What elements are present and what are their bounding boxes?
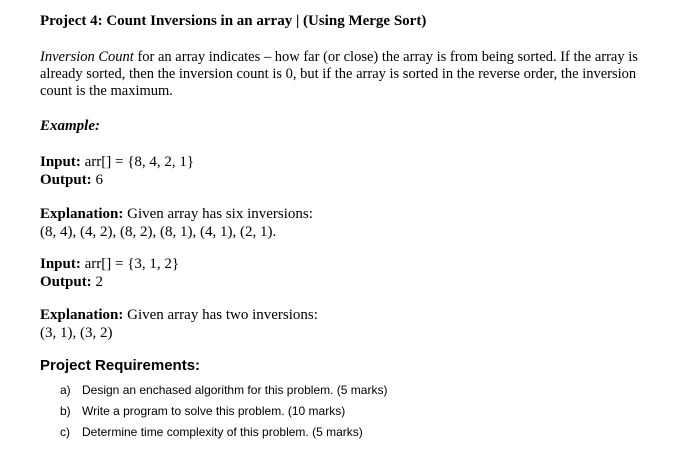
requirement-text: Design an enchased algorithm for this problem. (5 marks) [82, 383, 388, 397]
requirement-item [60, 380, 387, 401]
requirements-list [60, 380, 387, 443]
example-1-explanation [40, 205, 313, 241]
project-title: Project 4: Count Inversions in an array | (Using Merge Sort) [40, 13, 427, 29]
inversion-pairs: (3, 1), (3, 2) [40, 325, 113, 341]
input-value: arr[] = {8, 4, 2, 1} [80, 154, 195, 170]
example-1-input [40, 153, 194, 171]
output-value: 2 [91, 274, 103, 290]
intro-term: Inversion Count [40, 49, 134, 65]
example-heading: Example: [40, 118, 100, 134]
requirement-text: Determine time complexity of this problem. (5 marks) [82, 425, 363, 439]
input-value: arr[] = {3, 1, 2} [80, 256, 180, 272]
explanation-text: Given array has six inversions: [123, 206, 313, 222]
example-2-input [40, 255, 179, 273]
requirement-marker: c) [60, 425, 70, 439]
intro-text: for an array indicates – how far (or close) the array is from being sorted. If the array is already sorted, then the inversion count is 0, but if the array is sorted in the reverse order, the inversion count is the maximum. [40, 49, 638, 99]
example-2-output [40, 273, 179, 291]
requirement-marker: b) [60, 404, 71, 418]
explanation-label: Explanation: [40, 307, 124, 323]
input-label: Input: [40, 154, 81, 170]
explanation-line [40, 205, 313, 223]
explanation-label: Explanation: [40, 206, 124, 222]
requirement-text: Write a program to solve this problem. (10 marks) [82, 404, 346, 418]
output-label: Output: [40, 274, 92, 290]
output-value: 6 [91, 172, 103, 188]
requirement-item [60, 401, 387, 422]
requirement-item [60, 422, 387, 443]
requirements-heading: Project Requirements: [40, 357, 201, 374]
example-2-io [40, 255, 179, 291]
explanation-text: Given array has two inversions: [123, 307, 318, 323]
intro-paragraph [40, 49, 665, 100]
requirement-marker: a) [60, 383, 71, 397]
inversion-pairs: (8, 4), (4, 2), (8, 2), (8, 1), (4, 1), (2, 1). [40, 224, 277, 240]
example-2-explanation [40, 306, 318, 342]
example-1-io [40, 153, 194, 189]
explanation-line [40, 306, 318, 324]
example-1-output [40, 171, 194, 189]
input-label: Input: [40, 256, 81, 272]
output-label: Output: [40, 172, 92, 188]
